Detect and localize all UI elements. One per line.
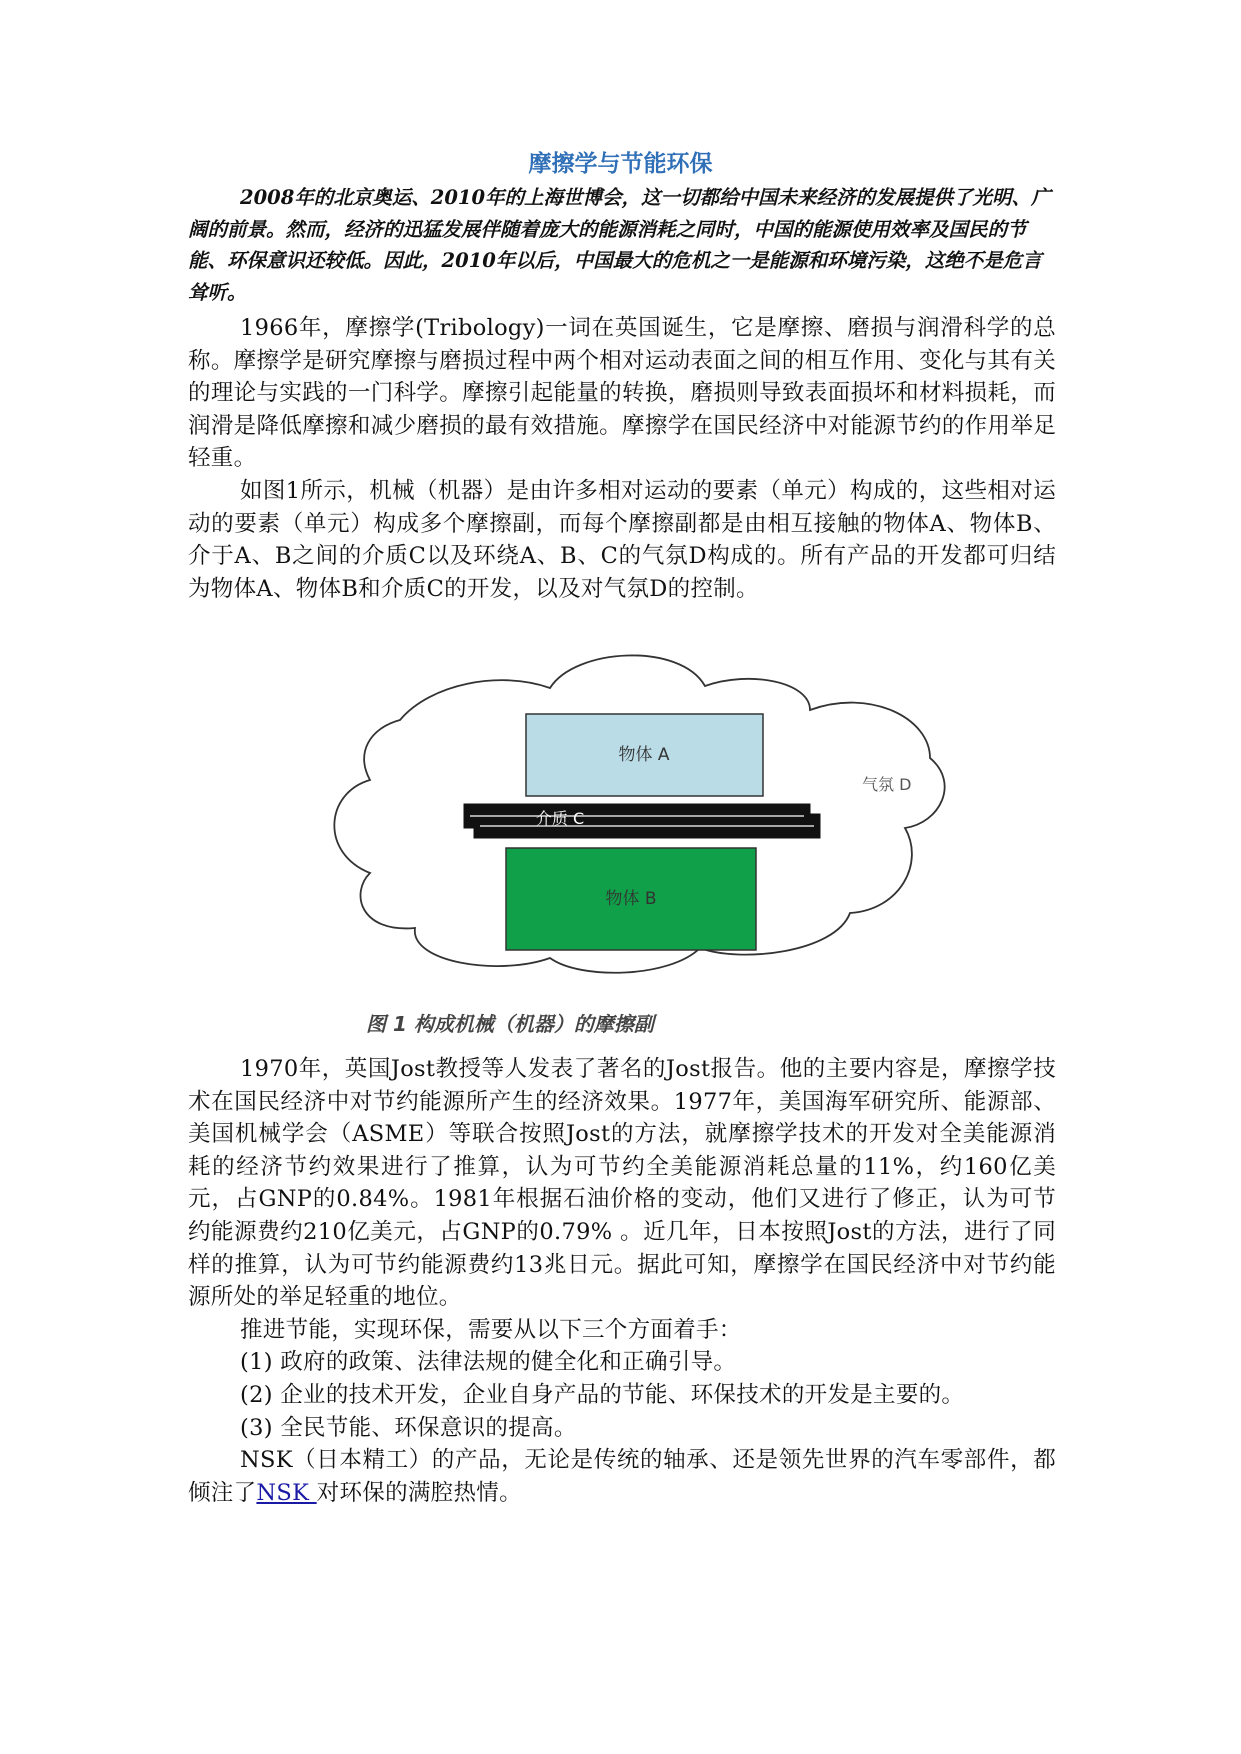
body-section-intro bbox=[188, 312, 1056, 605]
page-title: 摩擦学与节能环保 bbox=[528, 151, 713, 177]
atmosphere-d-label: 气氛 D bbox=[862, 775, 912, 794]
nsk-link[interactable]: NSK bbox=[256, 1479, 317, 1506]
abstract-paragraph: 2008年的北京奥运、2010年的上海世博会，这一切都给中国未来经济的发展提供了光明、广阔的前景。然而，经济的迅猛发展伴随着庞大的能源消耗之同时，中国的能源使用效率及国民的节能、环保意识还较低。因此，2010年以后，中国最大的危机之一是能源和环境污染，这绝不是危言耸听。 bbox=[188, 186, 1051, 304]
paragraph-nsk-closing bbox=[188, 1444, 1056, 1509]
friction-pair-figure bbox=[330, 648, 970, 1063]
medium-c-label: 介质 C bbox=[535, 809, 585, 828]
figure-caption: 图 1 构成机械（机器）的摩擦副 bbox=[366, 1012, 654, 1036]
body-section-jost bbox=[188, 1053, 1056, 1509]
list-item-technology: (2) 企业的技术开发，企业自身产品的节能、环保技术的开发是主要的。 bbox=[240, 1381, 965, 1408]
paragraph-jost-report: 1970年，英国Jost教授等人发表了著名的Jost报告。他的主要内容是，摩擦学技术在国民经济中对节约能源所产生的经济效果。1977年，美国海军研究所、能源部、美国机械学会（ASME）等联合按照Jost的方法，就摩擦学技术的开发对全美能源消耗的经济节约效果进行了推算，认为可节约全美能源消耗总量的11%，约160亿美元，占GNP的0.84%。1981年根据石油价格的变动，他们又进行了修正，认为可节约能源费约210亿美元，占GNP的0.79% 。近几年，日本按照Jost的方法，进行了同样的推算，认为可节约能源费约13兆日元。据此可知，摩擦学在国民经济中对节约能源所处的举足轻重的地位。 bbox=[188, 1056, 1056, 1311]
paragraph-figure-reference: 如图1所示，机械（机器）是由许多相对运动的要素（单元）构成的，这些相对运动的要素（单元）构成多个摩擦副，而每个摩擦副都是由相互接触的物体A、物体B、介于A、B之间的介质C以及环绕A、B、C的气氛D构成的。所有产品的开发都可归结为物体A、物体B和介质C的开发，以及对气氛D的控制。 bbox=[188, 477, 1056, 602]
closing-text-after: 对环保的满腔热情。 bbox=[316, 1479, 522, 1506]
paragraph-three-aspects: 推进节能，实现环保，需要从以下三个方面着手： bbox=[240, 1316, 742, 1343]
paragraph-tribology-definition: 1966年，摩擦学(Tribology)一词在英国诞生，它是摩擦、磨损与润滑科学的总称。摩擦学是研究摩擦与磨损过程中两个相对运动表面之间的相互作用、变化与其有关的理论与实践的一门科学。摩擦引起能量的转换，磨损则导致表面损坏和材料损耗，而润滑是降低摩擦和减少磨损的最有效措施。摩擦学在国民经济中对能源节约的作用举足轻重。 bbox=[188, 315, 1056, 472]
closing-text-before: NSK（日本精工）的产品，无论是传统的轴承、还是领先世界的汽车零部件，都倾注了 bbox=[188, 1447, 1056, 1506]
list-item-policy: (1) 政府的政策、法律法规的健全化和正确引导。 bbox=[240, 1349, 737, 1376]
object-a-label: 物体 A bbox=[618, 745, 670, 765]
friction-pair-diagram bbox=[330, 648, 970, 1008]
list-item-awareness: (3) 全民节能、环保意识的提高。 bbox=[240, 1414, 577, 1441]
object-b-label: 物体 B bbox=[605, 889, 657, 909]
